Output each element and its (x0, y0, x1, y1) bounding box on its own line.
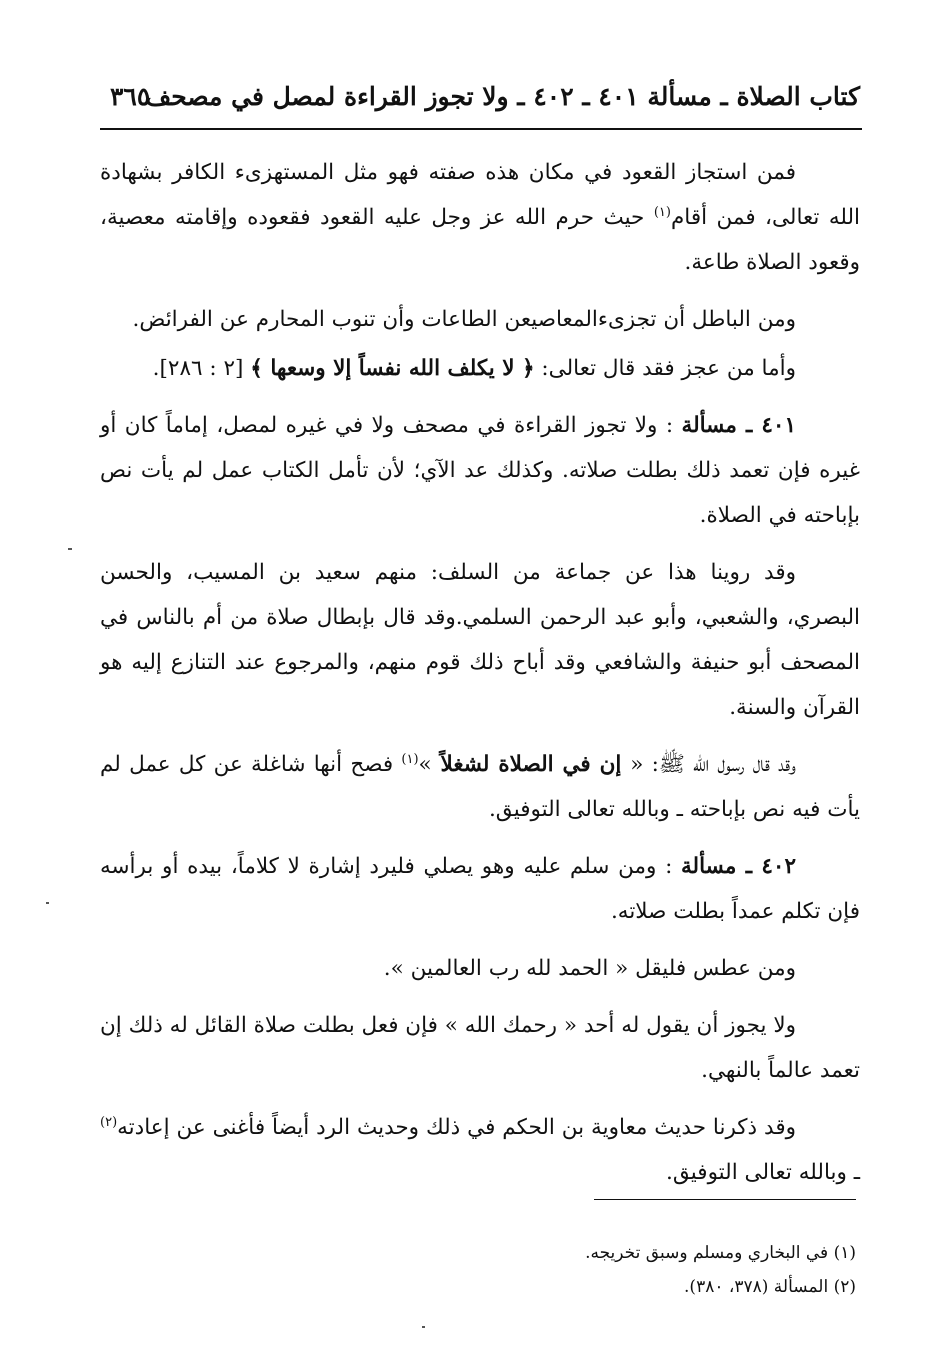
issue-402-text: : ومن سلم عليه وهو يصلي فليرد إشارة لا كلاماً، بيده أو برأسه فإن تكلم عمداً بطلت صلاته. (100, 854, 860, 924)
paragraph-10 (100, 1105, 860, 1195)
issue-402 (100, 844, 860, 934)
paragraph-9: ولا يجوز أن يقول له أحد « رحمك الله » فإن فعل بطلت صلاة القائل له ذلك إن تعمد عالماً بالنهي. (100, 1013, 860, 1083)
paragraph-3-start: وأما من عجز فقد قال تعالى: (534, 356, 796, 381)
footnote-ref-1: (١) (653, 204, 671, 220)
issue-402-heading: ٤٠٢ ـ مسألة (681, 854, 797, 879)
paragraph-3 (100, 346, 860, 391)
paragraph-1 (100, 150, 860, 285)
paragraph-8: ومن عطس فليقل « الحمد لله رب العالمين ». (383, 956, 796, 981)
paragraph-6-start: وقد قال رسول الله ﷺ: « (630, 752, 796, 777)
header-title: كتاب الصلاة ـ مسألة ٤٠١ ـ ٤٠٢ ـ ولا تجوز القراءة لمصل في مصحف (145, 82, 860, 111)
paragraph-2: ومن الباطل أن تجزىءالمعاصيعن الطاعات وأن تنوب المحارم عن الفرائض. (132, 307, 796, 332)
footnote-rule (594, 1199, 856, 1200)
paragraph-1-end: حيث حرم الله عز وجل عليه القعود فقعوده وإقامته معصية، وقعود الصلاة طاعة. (100, 205, 860, 275)
footnote-ref-1b: (١) (401, 751, 419, 767)
issue-401-heading: ٤٠١ ـ مسألة (681, 413, 796, 438)
page-number: ٣٦٥ (110, 82, 151, 111)
paragraph-10-end: ـ وبالله تعالى التوفيق. (666, 1160, 860, 1185)
footnote-1: (١) في البخاري ومسلم وسبق تخريجه. (585, 1243, 856, 1263)
verse-reference: [٢ : ٢٨٦]. (152, 356, 251, 381)
hadith-quote: إن في الصلاة لشغلاً (431, 752, 631, 777)
paragraph-5: وقد روينا هذا عن جماعة من السلف: منهم سعيد بن المسيب، والحسن البصري، والشعبي، وأبو عبد الرحمن السلمي.وقد قال بإبطال صلاة من أم بالناس في المصحف أبو حنيفة والشافعي وقد أباح ذلك قوم منهم، والمرجوع عند التنازع إليه هو القرآن والسنة. (100, 560, 860, 720)
paragraph-6 (100, 742, 860, 832)
quote-close: » (418, 752, 432, 777)
scan-speck (68, 548, 72, 550)
paragraph-1-start: فمن استجاز القعود في مكان هذه صفته فهو مثل المستهزىء الكافر بشهادة الله تعالى، فمن أقام (100, 160, 860, 230)
quran-verse: ﴿ لا يكلف الله نفساً إلا وسعها ﴾ (250, 356, 535, 381)
main-text (100, 150, 860, 1195)
footnotes (100, 1236, 856, 1304)
scan-speck (46, 902, 49, 904)
paragraph-6-end: فصح أنها شاغلة عن كل عمل لم يأت فيه نص بإباحته ـ وبالله تعالى التوفيق. (100, 752, 860, 822)
running-header (100, 82, 860, 122)
footnote-2: (٢) المسألة (٣٧٨، ٣٨٠). (684, 1277, 856, 1297)
paragraph-10-start: وقد ذكرنا حديث معاوية بن الحكم في ذلك وحديث الرد أيضاً فأغنى عن إعادته (117, 1115, 796, 1140)
header-rule (100, 128, 862, 130)
issue-401 (100, 403, 860, 538)
scan-speck (422, 1326, 425, 1328)
issue-401-text: : ولا تجوز القراءة في مصحف ولا في غيره لمصل، إماماً كان أو غيره فإن تعمد ذلك بطلت صلاته. وكذلك عد الآي؛ لأن تأمل الكتاب عمل لم يأت نص بإباحته في الصلاة. (100, 413, 860, 528)
footnote-ref-2: (٢) (100, 1114, 118, 1130)
